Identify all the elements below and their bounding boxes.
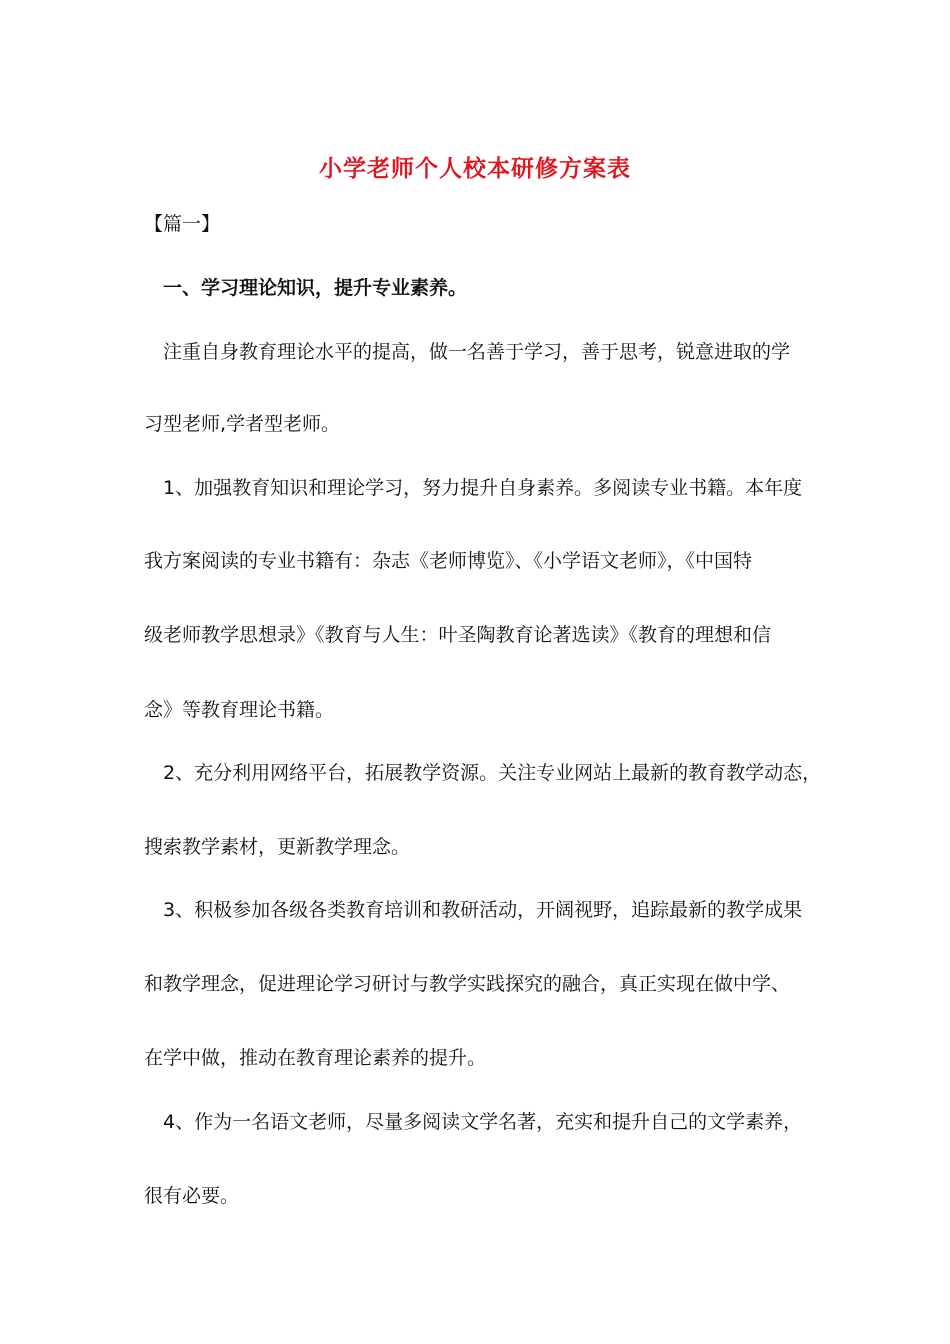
section-heading: 一、学习理论知识，提升专业素养。 [163,277,468,299]
document-title: 小学老师个人校本研修方案表 [319,156,631,182]
paragraph-line: 搜索教学素材，更新教学理念。 [144,836,411,858]
paragraph-line: 2、充分利用网络平台，拓展教学资源。关注专业网站上最新的教育教学动态， [163,762,822,784]
paragraph-line: 习型老师,学者型老师。 [144,413,341,435]
paragraph-line: 念》等教育理论书籍。 [144,699,335,721]
paragraph-line: 和教学理念，促进理论学习研讨与教学实践探究的融合，真正实现在做中学、 [144,973,791,995]
paragraph-line: 很有必要。 [144,1185,240,1207]
part-label: 【篇一】 [144,213,221,235]
paragraph-line: 注重自身教育理论水平的提高，做一名善于学习，善于思考，锐意进取的学 [163,341,791,363]
paragraph-line: 级老师教学思想录》《教育与人生：叶圣陶教育论著选读》《教育的理想和信 [144,624,772,646]
paragraph-line: 3、积极参加各级各类教育培训和教研活动，开阔视野，追踪最新的教学成果 [163,899,803,921]
paragraph-line: 1、加强教育知识和理论学习，努力提升自身素养。多阅读专业书籍。本年度 [163,477,803,499]
paragraph-line: 4、作为一名语文老师，尽量多阅读文学名著，充实和提升自己的文学素养， [163,1111,803,1133]
paragraph-line: 在学中做，推动在教育理论素养的提升。 [144,1047,487,1069]
paragraph-line: 我方案阅读的专业书籍有：杂志《老师博览》、《小学语文老师》，《中国特 [144,550,753,572]
